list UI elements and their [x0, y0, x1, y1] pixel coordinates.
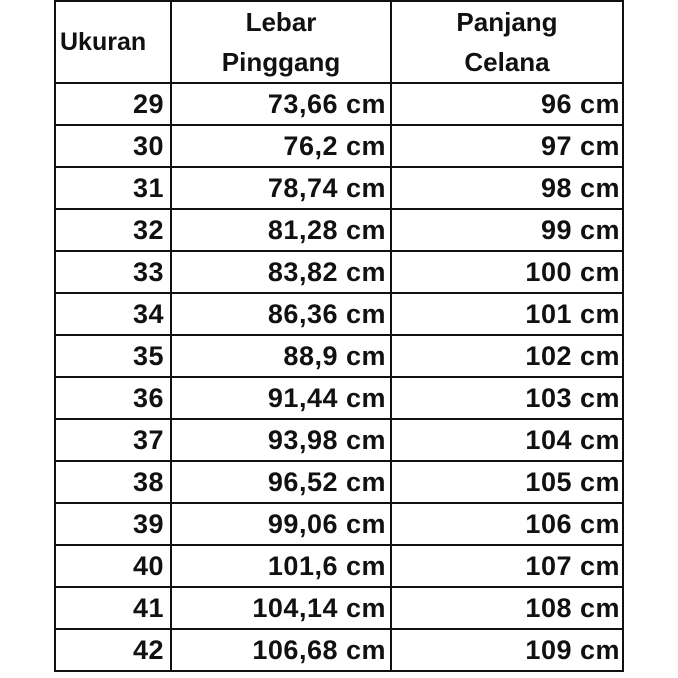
table-row [55, 503, 623, 545]
cell-size: 31 [55, 167, 171, 209]
header-length-line1: Panjang [456, 7, 558, 37]
cell-size: 38 [55, 461, 171, 503]
cell-length: 97 cm [391, 125, 623, 167]
header-length-line2: Celana [464, 47, 550, 77]
cell-waist: 91,44 cm [171, 377, 391, 419]
table-header-row [55, 1, 623, 83]
cell-length: 101 cm [391, 293, 623, 335]
cell-size: 37 [55, 419, 171, 461]
cell-waist: 96,52 cm [171, 461, 391, 503]
cell-length: 104 cm [391, 419, 623, 461]
table-row [55, 377, 623, 419]
cell-size: 29 [55, 83, 171, 125]
table-row [55, 125, 623, 167]
table-row [55, 209, 623, 251]
table-row [55, 83, 623, 125]
header-waist-line2: Pinggang [221, 47, 341, 77]
table-row [55, 629, 623, 671]
cell-size: 41 [55, 587, 171, 629]
cell-waist: 83,82 cm [171, 251, 391, 293]
cell-size: 36 [55, 377, 171, 419]
cell-waist: 106,68 cm [171, 629, 391, 671]
cell-length: 96 cm [391, 83, 623, 125]
cell-size: 33 [55, 251, 171, 293]
cell-length: 100 cm [391, 251, 623, 293]
cell-waist: 78,74 cm [171, 167, 391, 209]
header-waist [171, 1, 391, 83]
cell-size: 40 [55, 545, 171, 587]
cell-waist: 73,66 cm [171, 83, 391, 125]
cell-waist: 99,06 cm [171, 503, 391, 545]
cell-waist: 81,28 cm [171, 209, 391, 251]
cell-length: 107 cm [391, 545, 623, 587]
header-size [55, 1, 171, 83]
cell-size: 42 [55, 629, 171, 671]
header-waist-line1: Lebar [245, 7, 317, 37]
cell-length: 105 cm [391, 461, 623, 503]
cell-size: 39 [55, 503, 171, 545]
table-row [55, 251, 623, 293]
cell-length: 102 cm [391, 335, 623, 377]
table-row [55, 293, 623, 335]
table-row [55, 587, 623, 629]
cell-waist: 101,6 cm [171, 545, 391, 587]
cell-length: 103 cm [391, 377, 623, 419]
cell-length: 99 cm [391, 209, 623, 251]
cell-length: 109 cm [391, 629, 623, 671]
cell-waist: 76,2 cm [171, 125, 391, 167]
cell-size: 34 [55, 293, 171, 335]
cell-size: 35 [55, 335, 171, 377]
cell-waist: 104,14 cm [171, 587, 391, 629]
cell-size: 30 [55, 125, 171, 167]
cell-waist: 88,9 cm [171, 335, 391, 377]
table-row [55, 461, 623, 503]
header-length [391, 1, 623, 83]
cell-length: 106 cm [391, 503, 623, 545]
table-row [55, 335, 623, 377]
header-size-label: Ukuran [60, 28, 147, 56]
table-row [55, 167, 623, 209]
table-row [55, 419, 623, 461]
cell-length: 108 cm [391, 587, 623, 629]
size-table [54, 0, 624, 672]
cell-length: 98 cm [391, 167, 623, 209]
cell-waist: 93,98 cm [171, 419, 391, 461]
cell-size: 32 [55, 209, 171, 251]
table-row [55, 545, 623, 587]
cell-waist: 86,36 cm [171, 293, 391, 335]
